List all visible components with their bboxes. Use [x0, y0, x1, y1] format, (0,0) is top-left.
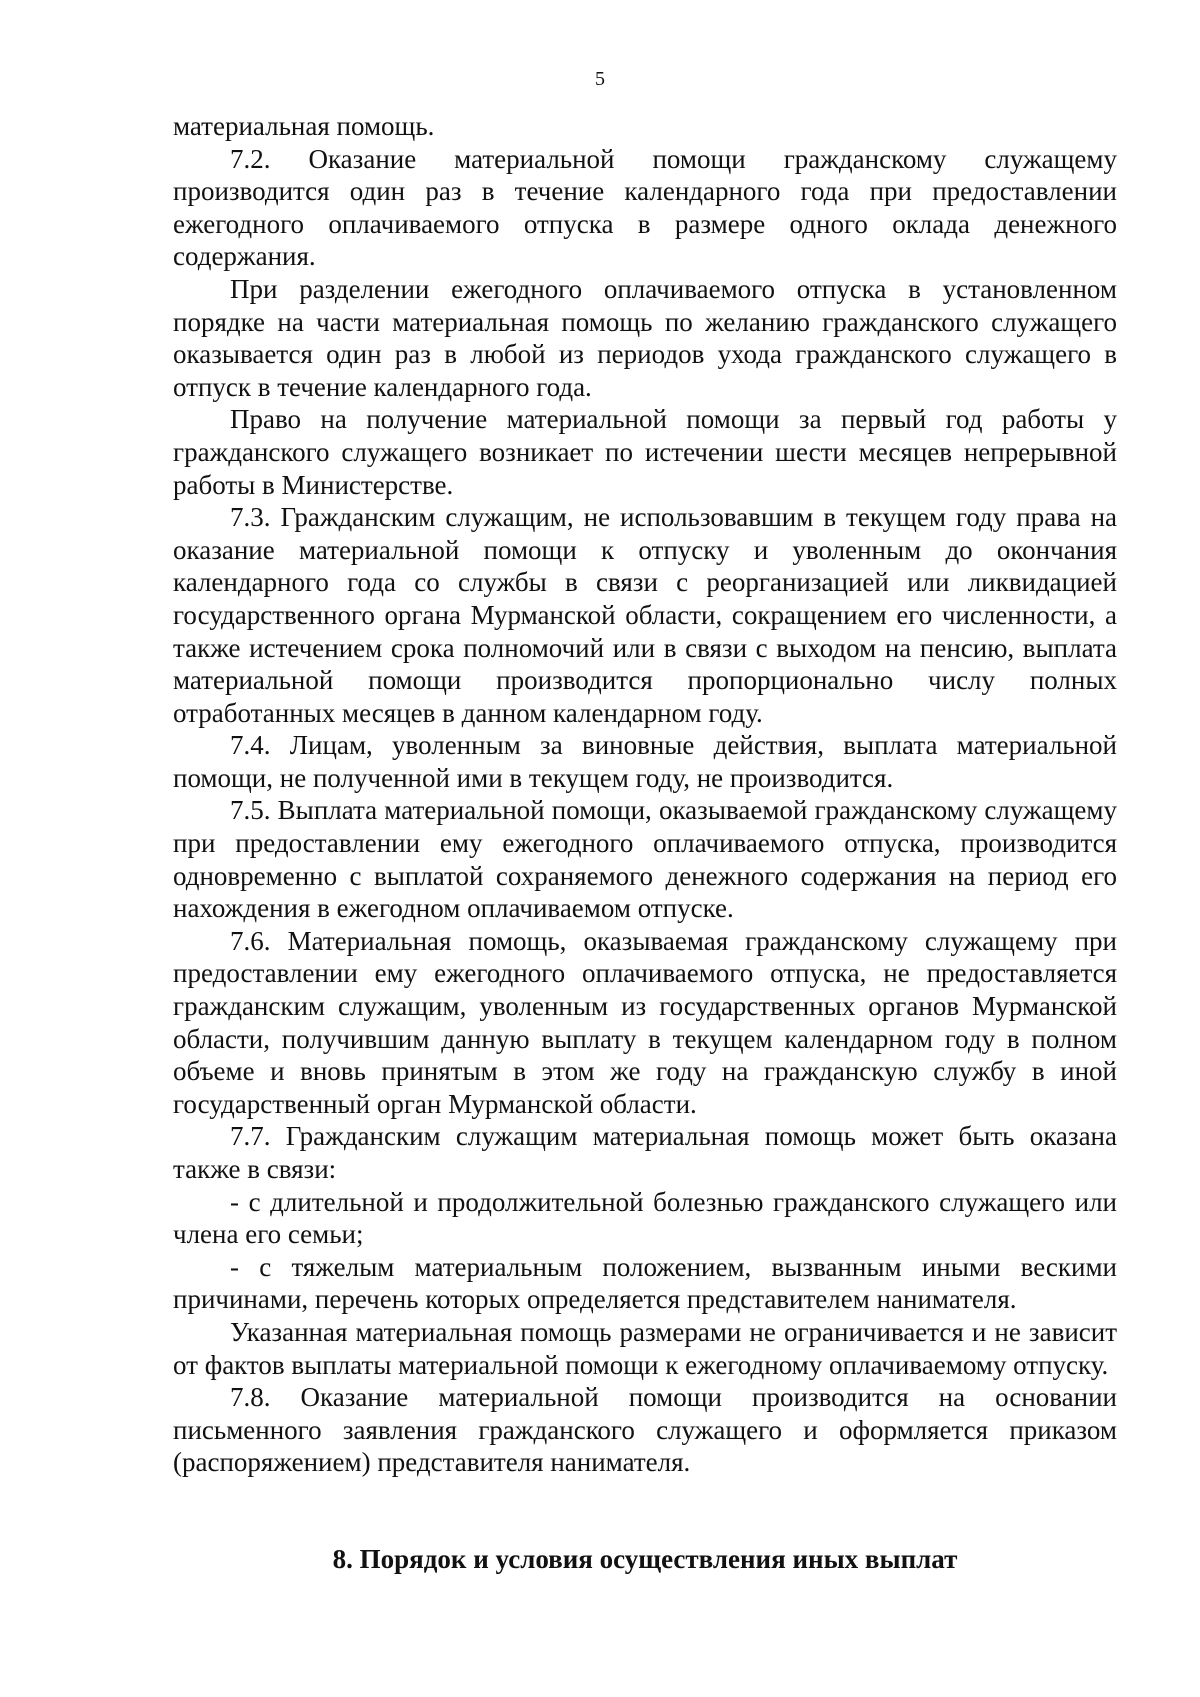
paragraph-continuation: материальная помощь. — [173, 111, 435, 141]
paragraph-amount-unlimited: Указанная материальная помощь размерами не ограничивается и не зависит от фактов выплаты материальной помощи к ежегодному оплачиваемому отпуску. — [173, 1316, 1117, 1380]
paragraph-7-3: 7.3. Гражданским служащим, не использовавшим в текущем году права на оказание материальной помощи к отпуску и уволенным до окончания календарного года со службы в связи с реорганизацией или ликвидацией государственного органа Мурманской области, сокращением его численности, а также истечением срока полномочий или в связи с выходом на пенсию, выплата материальной помощи производится пропорционально числу полных отработанных месяцев в данном календарном году. — [173, 502, 1117, 728]
paragraph-7-6: 7.6. Материальная помощь, оказываемая гражданскому служащему при предоставлении ему ежегодного оплачиваемого отпуска, не предоставляется гражданским служащим, уволенным из государственных органов Мурманской области, получившим данную выплату в текущем календарном году в полном объеме и вновь принятым в этом же году на гражданскую службу в иной государственный орган Мурманской области. — [173, 925, 1117, 1119]
paragraph-7-7: 7.7. Гражданским служащим материальная помощь может быть оказана также в связи: — [173, 1121, 1117, 1184]
paragraph-7-4: 7.4. Лицам, уволенным за виновные действия, выплата материальной помощи, не полученной ими в текущем году, не производится. — [173, 730, 1117, 793]
paragraph-first-year-right: Право на получение материальной помощи за первый год работы у гражданского служащего возникает по истечении шести месяцев непрерывной работы в Министерстве. — [173, 404, 1117, 500]
paragraph-vacation-split: При разделении ежегодного оплачиваемого отпуска в установленном порядке на части материальная помощь по желанию гражданского служащего оказывается один раз в любой из периодов ухода гражданского служащего в отпуск в течение календарного года. — [173, 273, 1117, 402]
document-body — [173, 110, 1117, 1479]
page-number: 5 — [595, 68, 605, 90]
section-heading: 8. Порядок и условия осуществления иных выплат — [332, 1544, 958, 1574]
paragraph-7-2: 7.2. Оказание материальной помощи гражданскому служащему производится один раз в течение календарного года при предоставлении ежегодного оплачиваемого отпуска в размере одного оклада денежного содержания. — [173, 143, 1117, 272]
paragraph-7-8: 7.8. Оказание материальной помощи производится на основании письменного заявления гражданского служащего и оформляется приказом (распоряжением) представителя нанимателя. — [173, 1382, 1117, 1478]
list-item-hardship: - с тяжелым материальным положением, вызванным иными вескими причинами, перечень которых определяется представителем нанимателя. — [173, 1251, 1117, 1315]
paragraph-7-5: 7.5. Выплата материальной помощи, оказываемой гражданскому служащему при предоставлении ему ежегодного оплачиваемого отпуска, производится одновременно с выплатой сохраняемого денежного содержания на период его нахождения в ежегодном оплачиваемом отпуске. — [173, 795, 1117, 924]
list-item-illness: - с длительной и продолжительной болезнью гражданского служащего или члена его семьи; — [173, 1186, 1117, 1250]
